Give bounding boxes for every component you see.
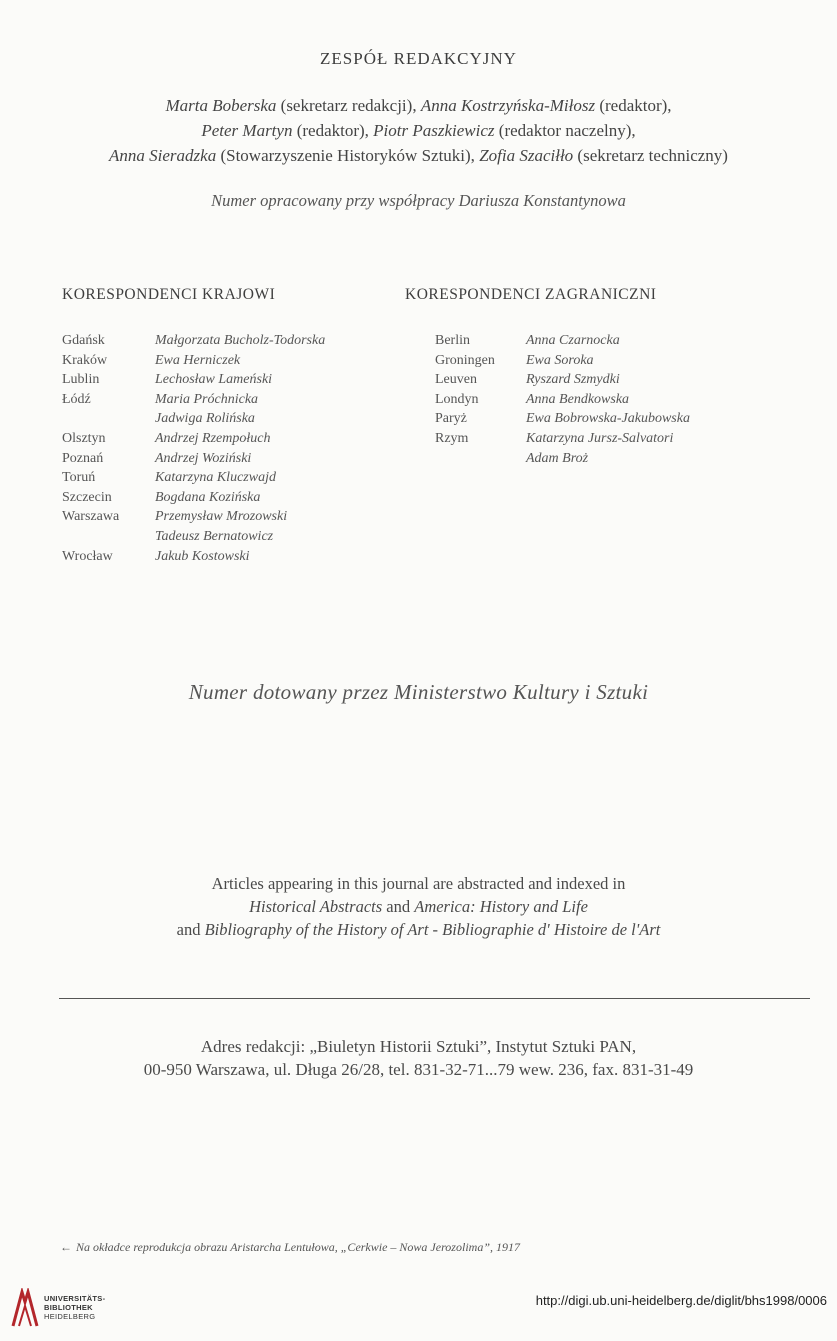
italic-run: Zofia Szaciłło	[479, 146, 574, 165]
cooperation-note: Numer opracowany przy współpracy Dariusza Konstantynowa	[211, 191, 626, 210]
correspondent-city: Groningen	[435, 352, 495, 368]
correspondent-row	[435, 390, 755, 410]
address-line-1: Adres redakcji: „Biuletyn Historii Sztuki”, Instytut Sztuki PAN,	[200, 1037, 637, 1056]
correspondent-name: Jakub Kostowski	[155, 548, 250, 564]
correspondent-name: Ryszard Szmydki	[526, 372, 620, 388]
correspondent-name: Ewa Soroka	[526, 352, 594, 368]
cover-note-text: Na okładce reprodukcja obrazu Aristarcha Lentułowa, „Cerkwie – Nowa Jerozolima”, 1917	[76, 1240, 520, 1254]
correspondent-city: Leuven	[435, 372, 477, 388]
correspondent-name: Katarzyna Kluczwajd	[155, 470, 276, 486]
logo-line-1: UNIVERSITÄTS-	[44, 1294, 106, 1303]
italic-run: America: History and Life	[414, 897, 588, 916]
text-run: (Stowarzyszenie Historyków Sztuki),	[216, 146, 480, 165]
correspondent-name: Andrzej Woziński	[155, 450, 252, 466]
correspondent-name: Anna Czarnocka	[526, 333, 620, 348]
text-run: (redaktor),	[595, 96, 672, 115]
italic-run: Peter Martyn	[201, 121, 293, 140]
text-run: and	[176, 920, 205, 939]
correspondent-name: Maria Próchnicka	[155, 391, 259, 407]
domestic-correspondents-heading: KORESPONDENCI KRAJOWI	[62, 286, 276, 303]
correspondent-name: Lechosław Lameński	[155, 372, 273, 388]
correspondent-row	[62, 547, 382, 567]
funding-note: Numer dotowany przez Ministerstwo Kultury i Sztuki	[188, 680, 649, 704]
text-run: and	[382, 897, 415, 916]
correspondent-name: Adam Broż	[526, 450, 589, 466]
editorial-staff-line-2	[0, 119, 837, 144]
correspondent-row	[62, 390, 382, 410]
logo-line-3: HEIDELBERG	[44, 1312, 96, 1321]
editorial-title: ZESPÓŁ REDAKCYJNY	[320, 49, 517, 68]
correspondent-name: Ewa Bobrowska-Jakubowska	[526, 411, 690, 427]
correspondent-row	[435, 429, 755, 449]
editorial-staff-line-1	[0, 94, 837, 119]
correspondent-row	[62, 351, 382, 371]
correspondent-city: Łódź	[62, 391, 91, 407]
correspondent-name: Jadwiga Rolińska	[155, 411, 255, 427]
correspondent-city: Paryż	[435, 411, 467, 427]
correspondent-name: Andrzej Rzempołuch	[155, 430, 271, 446]
correspondent-city: Olsztyn	[62, 430, 106, 446]
text-run: (sekretarz redakcji),	[276, 96, 421, 115]
correspondent-city: Warszawa	[62, 509, 120, 525]
correspondent-name: Tadeusz Bernatowicz	[155, 528, 274, 544]
correspondent-row	[62, 370, 382, 390]
abstracts-line-3	[0, 918, 837, 942]
domestic-correspondents-list	[62, 331, 382, 566]
correspondent-city: Londyn	[435, 391, 479, 407]
logo-line-2: BIBLIOTHEK	[44, 1303, 93, 1312]
correspondent-row	[435, 370, 755, 390]
editorial-staff-line-3	[0, 144, 837, 169]
correspondent-name: Małgorzata Bucholz-Todorska	[155, 333, 326, 348]
correspondent-row	[62, 468, 382, 488]
correspondent-row	[62, 429, 382, 449]
address-line-2: 00-950 Warszawa, ul. Długa 26/28, tel. 831-32-71...79 wew. 236, fax. 831-31-49	[143, 1060, 694, 1079]
italic-run: Marta Boberska	[165, 96, 277, 115]
cover-note	[60, 1240, 520, 1255]
italic-run: Bibliography of the History of Art - Bibliographie d' Histoire de l'Art	[204, 920, 661, 939]
correspondent-name: Bogdana Kozińska	[155, 489, 261, 505]
library-logo-text	[44, 1294, 105, 1321]
text-run: (redaktor naczelny),	[494, 121, 636, 140]
foreign-correspondents-heading: KORESPONDENCI ZAGRANICZNI	[405, 286, 657, 303]
correspondent-city: Szczecin	[62, 489, 112, 505]
correspondent-row	[62, 488, 382, 508]
correspondent-row	[62, 449, 382, 469]
italic-run: Anna Sieradzka	[109, 146, 217, 165]
text-run: (sekretarz techniczny)	[573, 146, 728, 165]
abstracts-line-1: Articles appearing in this journal are abstracted and indexed in	[211, 874, 626, 893]
correspondent-row	[62, 527, 382, 547]
correspondent-row	[435, 331, 755, 351]
correspondent-city: Poznań	[62, 450, 104, 466]
italic-run: Anna Kostrzyńska-Miłosz	[420, 96, 596, 115]
correspondent-row	[435, 409, 755, 429]
correspondent-name: Ewa Herniczek	[155, 352, 241, 368]
correspondent-row	[62, 507, 382, 527]
text-run: (redaktor),	[292, 121, 374, 140]
correspondent-name: Przemysław Mrozowski	[155, 509, 288, 525]
separator-rule	[59, 998, 810, 999]
correspondent-name: Anna Bendkowska	[526, 391, 630, 407]
italic-run: Piotr Paszkiewicz	[373, 121, 495, 140]
correspondent-name: Katarzyna Jursz-Salvatori	[526, 430, 674, 446]
foreign-correspondents-list	[435, 331, 755, 468]
abstracts-line-2	[0, 895, 837, 919]
italic-run: Historical Abstracts	[249, 897, 383, 916]
correspondent-city: Berlin	[435, 333, 470, 348]
correspondent-city: Gdańsk	[62, 333, 105, 348]
correspondent-city: Lublin	[62, 372, 100, 388]
correspondent-city: Toruń	[62, 470, 96, 486]
correspondent-city: Rzym	[435, 430, 469, 446]
left-arrow-icon: ←	[60, 1240, 72, 1254]
correspondent-row	[62, 331, 382, 351]
source-url-link[interactable]: http://digi.ub.uni-heidelberg.de/diglit/bhs1998/0006	[535, 1293, 827, 1308]
correspondent-city: Kraków	[62, 352, 108, 368]
correspondent-city: Wrocław	[62, 548, 113, 564]
logo-stroke-inner	[19, 1306, 31, 1326]
correspondent-row	[435, 351, 755, 371]
library-logo-icon	[10, 1288, 40, 1328]
correspondent-row	[62, 409, 382, 429]
correspondent-row	[435, 449, 755, 469]
